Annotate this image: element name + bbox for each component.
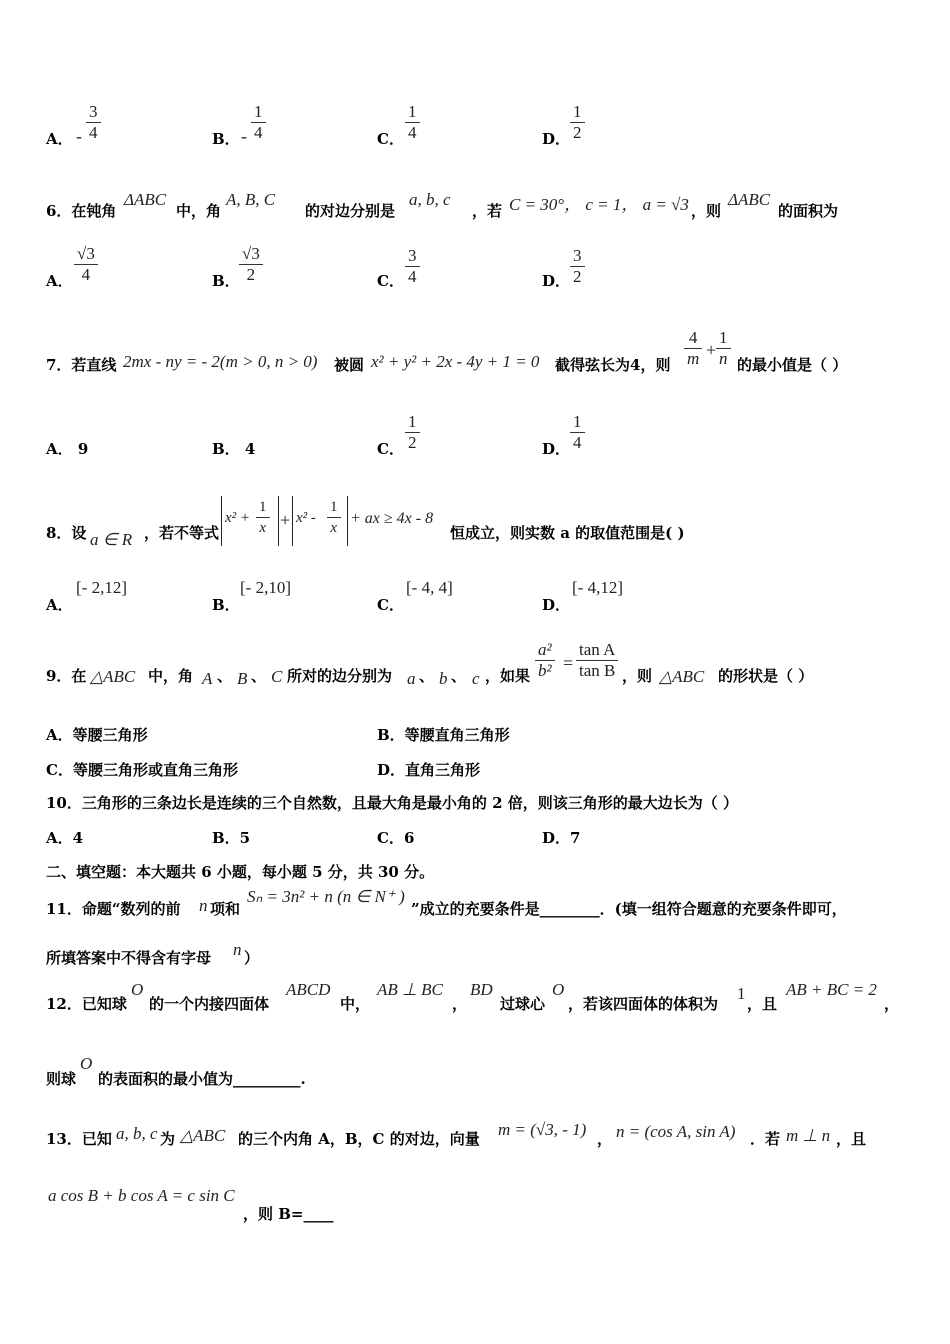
q12-sum-condition: AB + BC = 2: [786, 980, 877, 999]
q10-option-c: C．6: [377, 829, 415, 847]
q13-stem-3: 的三个内角 A，B，C 的对边，向量: [238, 1130, 480, 1148]
q12-stem-3: 中，: [340, 995, 371, 1013]
q6-angles: A, B, C: [226, 190, 276, 209]
q10-option-b: B．5: [212, 829, 251, 847]
q5-option-b-label: B．: [212, 130, 240, 148]
q6-option-c-label: C．: [377, 272, 404, 290]
q8-option-d-value: [- 4,12]: [572, 578, 623, 597]
q6-triangle: ΔABC: [124, 190, 167, 209]
q7-fraction-4-m: 4 m: [684, 328, 702, 369]
q13-sides: a, b, c: [116, 1124, 158, 1143]
q12-center-o: O: [552, 980, 565, 999]
q9-stem-1: 9．在: [46, 667, 87, 685]
q13-stem-2: 为: [160, 1130, 176, 1148]
q11-n: n: [199, 896, 208, 915]
q6-stem-4: ，若: [472, 202, 503, 220]
q12-stem-6: ，且: [747, 995, 778, 1013]
q9-option-d: D．直角三角形: [377, 761, 481, 779]
q7-line-equation: 2mx - ny = - 2(m > 0, n > 0): [123, 352, 318, 371]
q8-plus: +: [280, 510, 291, 530]
q13-equation: a cos B + b cos A = c sin C: [48, 1186, 235, 1205]
q8-abs1-fraction: 1 x: [256, 497, 270, 538]
q5-option-d-label: D．: [542, 130, 571, 148]
q6-option-d-label: D．: [542, 272, 571, 290]
q9-stem-3: 所对的边分别为: [287, 667, 393, 685]
q13-stem-5: ．若: [750, 1130, 781, 1148]
q8-option-d-label: D．: [542, 596, 571, 614]
q6-triangle-2: ΔABC: [728, 190, 771, 209]
q13-vector-n: n = (cos A, sin A): [616, 1122, 736, 1141]
q11-formula: Sₙ = 3n² + n (n ∈ N⁺ ): [247, 887, 405, 906]
q12-stem-1: 12．已知球: [46, 995, 127, 1013]
q12-volume: 1: [737, 984, 746, 1003]
q8-option-a-label: A．: [46, 596, 73, 614]
q7-option-c-fraction: 1 2: [405, 412, 420, 453]
q10-stem: 10．三角形的三条边长是连续的三个自然数，且最大角是最小角的 2 倍，则该三角形的最大边长为（ ）: [46, 794, 738, 812]
q5-option-a-sign: -: [76, 126, 82, 146]
q9-stem-4: ，如果: [485, 667, 531, 685]
q6-condition: C = 30°， c = 1， a = √3: [509, 195, 689, 214]
q7-option-c-label: C．: [377, 440, 404, 458]
q9-separator: 、: [419, 667, 435, 685]
q12-comma: ，: [452, 995, 468, 1013]
q6-stem-2: 中，角: [176, 202, 222, 220]
q9-fraction-tan: tan A tan B: [576, 640, 618, 681]
q6-option-b-fraction: √3 2: [239, 244, 263, 285]
q12-bd: BD: [470, 980, 493, 999]
q7-stem-3: 截得弦长为4，则: [555, 356, 671, 374]
q8-option-c-value: [- 4, 4]: [406, 578, 453, 597]
q9-option-b: B．等腰直角三角形: [377, 726, 510, 744]
q9-stem-2: 中，角: [148, 667, 194, 685]
q5-option-a-label: A．: [46, 130, 73, 148]
q7-fraction-1-n: 1 n: [716, 328, 731, 369]
q9-triangle-2: △ABC: [659, 667, 705, 686]
q8-option-b-label: B．: [212, 596, 240, 614]
q9-stem-6: 的形状是（ ）: [718, 667, 814, 685]
q6-stem-6: 的面积为: [778, 202, 839, 220]
q9-separator: 、: [251, 667, 267, 685]
q5-option-c-fraction: 1 4: [405, 102, 420, 143]
q10-option-d: D．7: [542, 829, 581, 847]
q8-abs1-term: x² +: [225, 510, 251, 526]
q7-stem-2: 被圆: [334, 356, 365, 374]
q5-option-a-fraction: 3 4: [86, 102, 101, 143]
q12-tetrahedron: ABCD: [286, 980, 331, 999]
q5-option-d-fraction: 1 2: [570, 102, 585, 143]
q12-sphere-o-2: O: [80, 1054, 93, 1073]
q7-circle-equation: x² + y² + 2x - 4y + 1 = 0: [371, 352, 540, 371]
q13-stem-4: ，: [597, 1130, 613, 1148]
q6-stem-5: ，则: [691, 202, 722, 220]
q6-option-c-fraction: 3 4: [405, 246, 420, 287]
q9-side-b: b: [439, 669, 448, 688]
q8-abs2-fraction: 1 x: [327, 497, 341, 538]
q11-stem-3: ”成立的充要条件是________．(填一组符合题意的充要条件即可，: [411, 900, 847, 918]
q12-sphere-o: O: [131, 980, 144, 999]
q6-option-a-label: A．: [46, 272, 73, 290]
q11-stem-2: 项和: [210, 900, 241, 918]
q13-perpendicular: m ⊥ n: [786, 1126, 831, 1145]
q8-option-c-label: C．: [377, 596, 404, 614]
q9-stem-5: ，则: [622, 667, 653, 685]
q9-angle-a: A: [202, 669, 213, 688]
q8-domain: a ∈ R: [90, 530, 133, 549]
q9-angle-b: B: [237, 669, 248, 688]
q8-inequality-rest: + ax ≥ 4x - 8: [350, 510, 434, 527]
q12-stem-8: 则球: [46, 1070, 77, 1088]
q8-stem-3: 恒成立，则实数 a 的取值范围是( ): [450, 524, 685, 542]
q7-option-d-label: D．: [542, 440, 571, 458]
q9-option-c: C．等腰三角形或直角三角形: [46, 761, 238, 779]
q9-side-c: c: [472, 669, 480, 688]
q8-abs2-term: x² -: [296, 510, 316, 526]
q9-option-a: A．等腰三角形: [46, 726, 148, 744]
q12-stem-4: 过球心: [500, 995, 546, 1013]
q13-stem-6: ，且: [836, 1130, 867, 1148]
q10-option-a: A．4: [46, 829, 84, 847]
q11-stem-1: 11．命题“数列的前: [46, 900, 181, 918]
q8-option-a-value: [- 2,12]: [76, 578, 127, 597]
q13-triangle: △ABC: [180, 1126, 226, 1145]
q8-stem-1: 8．设: [46, 524, 87, 542]
q6-stem-3: 的对边分别是: [305, 202, 396, 220]
q12-stem-9: 的表面积的最小值为_________.: [98, 1070, 306, 1088]
q7-plus: +: [706, 340, 717, 360]
q11-stem-4: 所填答案中不得含有字母: [46, 949, 212, 967]
q9-angle-c: C: [271, 667, 283, 686]
q11-stem-5: ）: [244, 949, 260, 967]
q9-equals: =: [563, 653, 574, 673]
q6-option-a-fraction: √3 4: [74, 244, 98, 285]
q8-option-b-value: [- 2,10]: [240, 578, 291, 597]
q7-option-d-fraction: 1 4: [570, 412, 585, 453]
q7-option-b: B． 4: [212, 440, 256, 458]
q6-option-b-label: B．: [212, 272, 240, 290]
q7-stem-4: 的最小值是（ ）: [737, 356, 848, 374]
q13-vector-m: m = (√3, - 1): [498, 1120, 587, 1139]
q5-option-b-sign: -: [241, 126, 247, 146]
q9-separator: 、: [451, 667, 467, 685]
q9-fraction-a2-b2: a² b²: [535, 640, 555, 681]
q9-separator: 、: [217, 667, 233, 685]
q13-stem-1: 13．已知: [46, 1130, 112, 1148]
q8-stem-2: ，若不等式: [144, 524, 220, 542]
q6-stem-1: 6．在钝角: [46, 202, 117, 220]
q12-stem-2: 的一个内接四面体: [149, 995, 270, 1013]
q7-stem-1: 7．若直线: [46, 356, 117, 374]
q11-n-2: n: [233, 940, 242, 959]
q7-option-a: A． 9: [46, 440, 89, 458]
q12-stem-5: ，若该四面体的体积为: [568, 995, 719, 1013]
q9-side-a: a: [407, 669, 416, 688]
q12-perpendicular: AB ⊥ BC: [377, 980, 443, 999]
q12-stem-7: ，: [884, 995, 900, 1013]
q9-triangle: △ABC: [90, 667, 136, 686]
q13-stem-7: ，则 B=____: [243, 1205, 334, 1223]
q5-option-b-fraction: 1 4: [251, 102, 266, 143]
q6-option-d-fraction: 3 2: [570, 246, 585, 287]
q6-sides: a, b, c: [409, 190, 451, 209]
q5-option-c-label: C．: [377, 130, 404, 148]
section-2-heading: 二、填空题：本大题共 6 小题，每小题 5 分，共 30 分。: [46, 863, 435, 881]
